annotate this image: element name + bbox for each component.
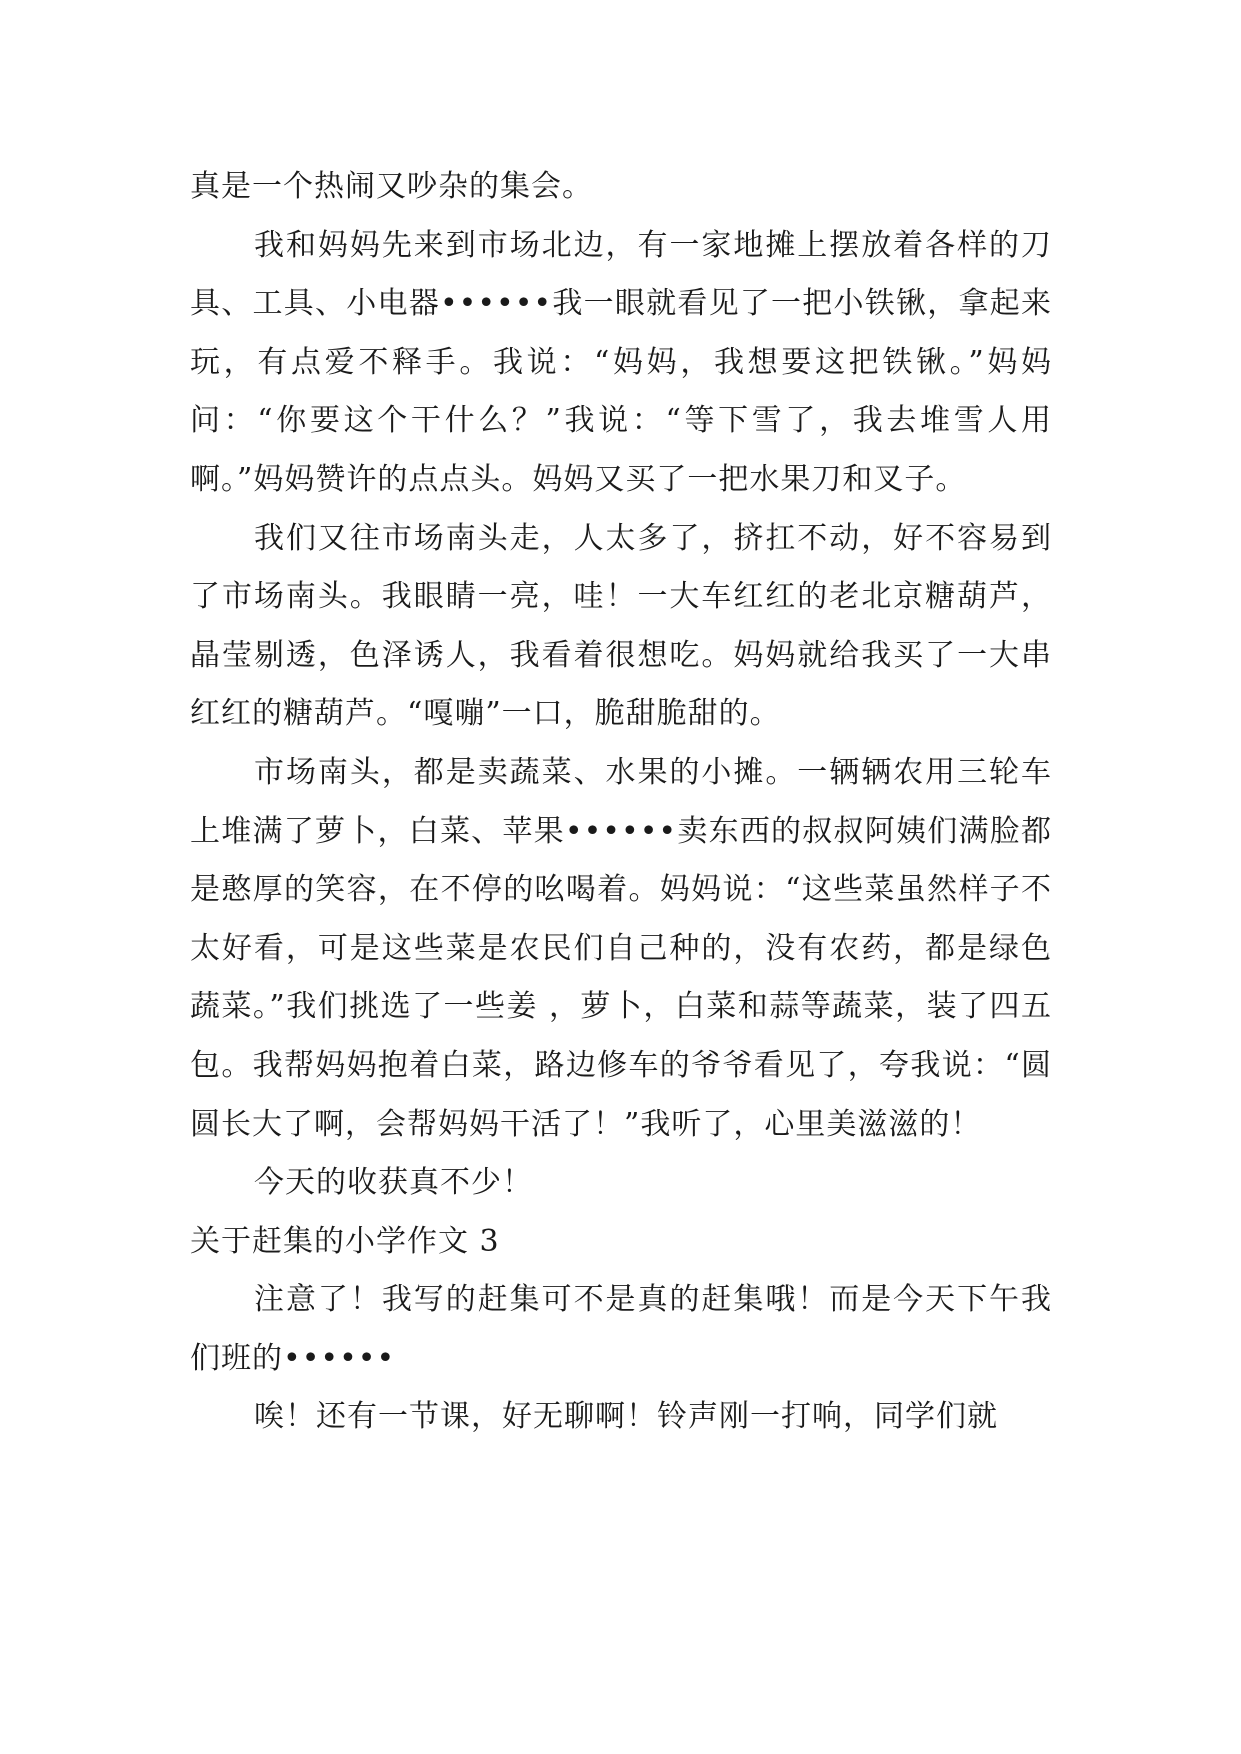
section-title: 关于赶集的小学作文 3	[190, 1223, 500, 1259]
paragraph-1: 真是一个热闹又吵杂的集会。	[190, 169, 593, 204]
paragraph-5: 今天的收获真不少！	[254, 1165, 533, 1201]
paragraph-3: 我们又往市场南头走，人太多了，挤扛不动，好不容易到了市场南头。我眼睛一亮，哇！一大车红红的老北京糖葫芦，晶莹剔透，色泽诱人，我看着很想吃。妈妈就给我买了一大串红红的糖葫芦。“嘎嘣”一口，脆甜脆甜的。	[190, 520, 1052, 732]
paragraph-4: 市场南头，都是卖蔬菜、水果的小摊。一辆辆农用三轮车上堆满了萝卜，白菜、苹果••••••卖东西的叔叔阿姨们满脸都是憨厚的笑容，在不停的吆喝着。妈妈说：“这些菜虽然样子不太好看，可是这些菜是农民们自己种的，没有农药，都是绿色蔬菜。”我们挑选了一些姜 ，萝卜，白菜和蒜等蔬菜，装了四五包。我帮妈妈抱着白菜，路边修车的爷爷看见了，夸我说：“圆圆长大了啊，会帮妈妈干活了！”我听了，心里美滋滋的！	[190, 754, 1052, 1142]
document-body	[190, 158, 1052, 1447]
section-paragraph-2: 唉！还有一节课，好无聊啊！铃声刚一打响，同学们就	[254, 1399, 998, 1435]
paragraph-2: 我和妈妈先来到市场北边，有一家地摊上摆放着各样的刀具、工具、小电器••••••我一眼就看见了一把小铁锹，拿起来玩，有点爱不释手。我说：“妈妈，我想要这把铁锹。”妈妈问：“你要这个干什么？”我说：“等下雪了，我去堆雪人用啊。”妈妈赞许的点点头。妈妈又买了一把水果刀和叉子。	[190, 227, 1052, 497]
section-paragraph-1: 注意了！我写的赶集可不是真的赶集哦！而是今天下午我们班的••••••	[190, 1282, 1052, 1376]
